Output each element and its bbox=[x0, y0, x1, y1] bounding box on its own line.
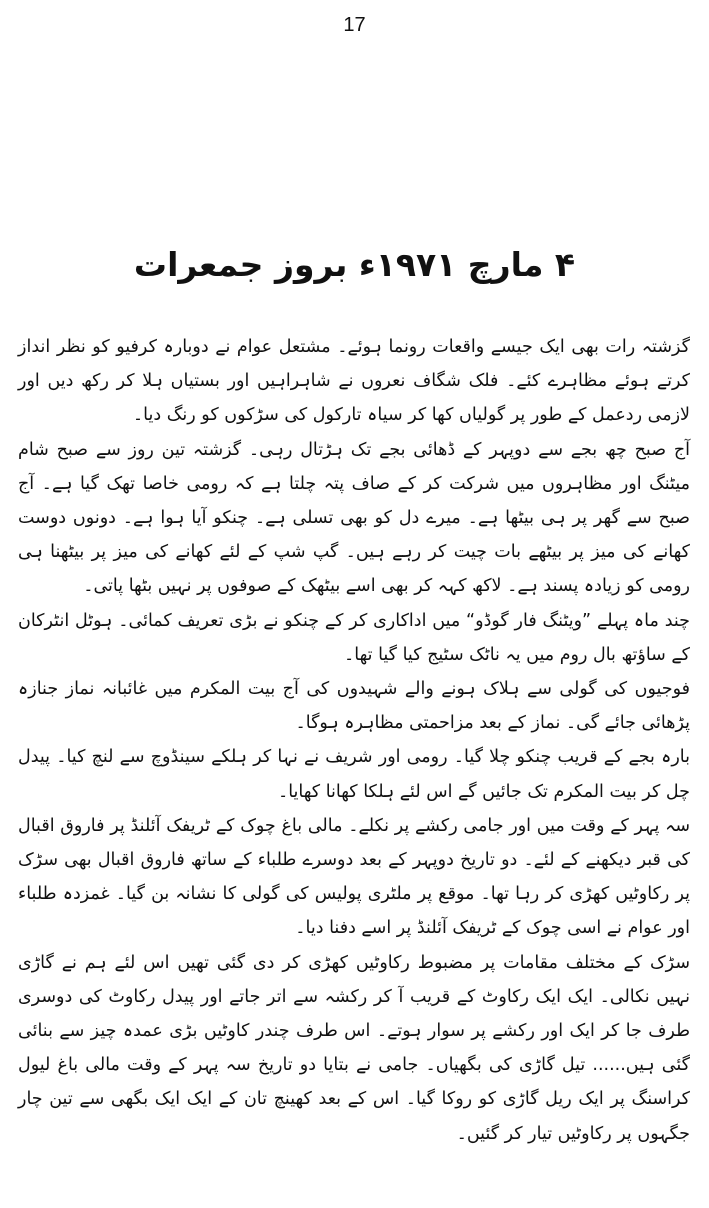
paragraph: چند ماہ پہلے ”ویٹنگ فار گوڈو“ میں اداکاری کر کے چنکو نے بڑی تعریف کمائی۔ ہوٹل انٹرکان کے ساؤتھ بال روم میں یہ ناٹک سٹیج کیا گیا تھا۔ bbox=[18, 610, 690, 665]
paragraph: سہ پہر کے وقت میں اور جامی رکشے پر نکلے۔ مالی باغ چوک کے ٹریفک آئلنڈ پر فاروق اقبال کی قبر دیکھنے کے لئے۔ دو تاریخ دوپہر کے بعد دوسرے طلباء کے ساتھ فاروق اقبال بھی سڑک پر رکاوٹیں کھڑی کر رہا تھا۔ موقع پر ملٹری پولیس کی گولی کا نشانہ بن گیا۔ غمزدہ طلباء اور عوام نے اسی چوک کے ٹریفک آئلنڈ پر اسے دفنا دیا۔ bbox=[18, 815, 690, 939]
page-number: 17 bbox=[343, 14, 366, 36]
paragraph: آج صبح چھ بجے سے دوپہر کے ڈھائی بجے تک ہڑتال رہی۔ گزشتہ تین روز سے صبح شام میٹنگ اور مظاہروں میں شرکت کر کے صاف پتہ چلتا ہے کہ رومی خاصا تھک گیا ہے۔ آج صبح سے گھر پر ہی بیٹھا ہے۔ میرے دل کو بھی تسلی ہے۔ چنکو آیا ہوا ہے۔ دونوں دوست کھانے کی میز پر بیٹھے بات چیت کر رہے ہیں۔ گپ شپ کے لئے کھانے کی میز پر بیٹھنا ہی رومی کو زیادہ پسند ہے۔ لاکھ کہہ کر بھی اسے بیٹھک کے صوفوں پر نہیں بٹھا پاتی۔ bbox=[18, 439, 690, 597]
paragraph: گزشتہ رات بھی ایک جیسے واقعات رونما ہوئے۔ مشتعل عوام نے دوبارہ کرفیو کو نظر انداز کرتے ہوئے مظاہرے کئے۔ فلک شگاف نعروں نے شاہراہیں اور بستیاں ہلا کر رکھ دیں اور لازمی ردعمل کے طور پر گولیاں کھا کر سیاہ تارکول کی سڑکوں کو رنگ دیا۔ bbox=[18, 337, 690, 426]
body-text bbox=[18, 330, 690, 1151]
paragraph: بارہ بجے کے قریب چنکو چلا گیا۔ رومی اور شریف نے نہا کر ہلکے سینڈوچ سے لنچ کیا۔ پیدل چل کر بیت المکرم تک جائیں گے اس لئے ہلکا کھانا کھایا۔ bbox=[18, 747, 690, 802]
page-heading: ۴ مارچ ۱۹۷۱ء بروز جمعرات bbox=[133, 245, 576, 284]
paragraph: فوجیوں کی گولی سے ہلاک ہونے والے شہیدوں کی آج بیت المکرم میں غائبانہ نماز جنازہ پڑھائی جائے گی۔ نماز کے بعد مزاحمتی مظاہرہ ہوگا۔ bbox=[18, 679, 690, 734]
paragraph: سڑک کے مختلف مقامات پر مضبوط رکاوٹیں کھڑی کر دی گئی تھیں اس لئے ہم نے گاڑی نہیں نکالی۔ ایک ایک رکاوٹ کے قریب آ کر رکشہ سے اتر جاتے اور پیدل رکاوٹ کی دوسری طرف جا کر ایک اور رکشے پر سوار ہوتے۔ اس طرف چندر کاوٹیں بڑی عمدہ چیز سے بنائی گئی ہیں...... تیل گاڑی کی بگھیاں۔ جامی نے بتایا دو تاریخ سہ پہر کے وقت مالی باغ لیول کراسنگ پر ایک ریل گاڑی کو روکا گیا۔ اس کے بعد کھینچ تان کے ایک ایک بگھی سے تین چار جگہوں پر رکاوٹیں تیار کر گئیں۔ bbox=[18, 952, 690, 1144]
